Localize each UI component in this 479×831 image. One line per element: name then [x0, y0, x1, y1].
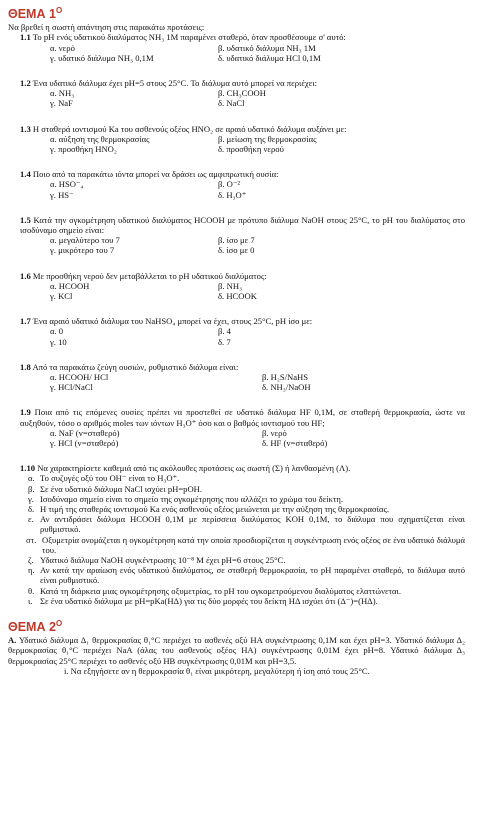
statement: ε. Αν αντιδράσει διάλυμα HCOOH 0,1M με περίσσεια διαλύματος KOH 0,1M, το διάλυμα που σχηματίζεται είναι ρυθμιστικό. — [28, 514, 465, 535]
options: α. NaF (v=σταθερό) β. νερό γ. HCl (v=σταθερό) δ. HF (v=σταθερό) — [50, 427, 328, 449]
options: α. νερό β. υδατικό διάλυμα NH₃ 1M γ. υδατικό διάλυμα NH₃ 0,1M δ. υδατικό διάλυμα HCl 0,1M — [50, 42, 321, 63]
question-1-2: 1.2 Ένα υδατικό διάλυμα έχει pH=5 στους 25°C. Το διάλυμα αυτό μπορεί να περιέχει: α. NH₃ β. CH₃COOH γ. NaF δ. NaCl — [20, 78, 465, 109]
statement: η. Αν κατά την αραίωση ενός υδατικού διαλύματος, σε σταθερή θερμοκρασία, το pH παραμένει σταθερό, το διάλυμα αυτό είναι ρυθμιστικό. — [28, 565, 465, 586]
statement: γ. Ισοδύναμο σημείο είναι το σημείο της ογκομέτρησης που αλλάζει το χρώμα του δείκτη. — [28, 493, 344, 504]
statement: α. Το συζυγές οξύ του OH⁻ είναι το H₃O⁺. — [28, 473, 180, 484]
question-1-9: 1.9 Ποια από τις επόμενες ουσίες πρέπει να προστεθεί σε υδατικό διάλυμα HF 0,1M, σε σταθερή θερμοκρασία, ώστε να αυξηθούν, τόσο ο αριθμός moles των ιόντων H₃O⁺ όσο και ο βαθμός ιοντισμού του HF; α. NaF (v=σταθερό) β. νερό γ. HCl (v=σταθερό) δ. HF (v=σταθερό) — [20, 407, 466, 449]
statement: β. Σε ένα υδατικό διάλυμα NaCl ισχύει pH=pOH. — [28, 483, 203, 494]
statement: δ. Η τιμή της σταθεράς ιοντισμού Ka ενός ασθενούς οξέος μειώνεται με την αύξηση της θερμοκρασίας. — [28, 504, 390, 515]
statement: ι. Σε ένα υδατικό διάλυμα με pH=pKa(HΔ) για τις δύο μορφές του δείκτη HΔ ισχύει ότι (Δ⁻)=(HΔ). — [28, 595, 378, 606]
options: α. HCOOH β. NH₃ γ. KCl δ. HCOOK — [50, 280, 257, 302]
statement: ζ. Υδατικό διάλυμα NaOH συγκέντρωσης 10⁻⁸ M έχει pH=6 στους 25°C. — [28, 555, 286, 566]
part-a-question-i: i. Να εξηγήσετε αν η θερμοκρασία θ₁ είναι μικρότερη, μεγαλύτερη ή ίση από τους 25°C. — [64, 665, 370, 676]
options: α. HCOOH/ HCl β. H₂S/NaHS γ. HCl/NaCl δ. NH₃/NaOH — [50, 372, 311, 393]
statement: στ. Οξυμετρία ονομάζεται η ογκομέτρηση κατά την οποία προσδιορίζεται η συγκέντρωση ενός οξέος σε ένα υδατικό διάλυμά του. — [26, 534, 465, 555]
theme-2-heading: ΘΕΜΑ $2^O$ — [8, 619, 63, 635]
question-1-3: 1.3 Η σταθερά ιοντισμού Ka του ασθενούς οξέος HNO₂ σε αραιό υδατικό διάλυμα αυξάνει με: α. αύξηση της θερμοκρασίας β. μείωση της θερμοκρασίας γ. προσθήκη HNO₂ δ. προσθήκη νερού — [20, 124, 465, 155]
question-1-6: 1.6 Με προσθήκη νερού δεν μεταβάλλεται το pH υδατικού διαλύματος: α. HCOOH β. NH₃ γ. KCl δ. HCOOK — [20, 271, 465, 302]
question-1-8: 1.8 Από τα παρακάτω ζεύγη ουσιών, ρυθμιστικό διάλυμα είναι: α. HCOOH/ HCl β. H₂S/NaHS γ. HCl/NaCl δ. NH₃/NaOH — [20, 362, 465, 393]
instructions: Να βρεθεί η σωστή απάντηση στις παρακάτω προτάσεις: — [8, 22, 205, 33]
part-a: Α. Υδατικό διάλυμα Δ₁ θερμοκρασίας θ₁°C περιέχει το ασθενές οξύ HA συγκέντρωσης 0,1M και έχει pH=3. Υδατικό διάλυμα Δ₂ θερμοκρασίας θ₁°C περιέχει NaA (άλας του ασθενούς οξέος HA) συγκέντρωσης 0,01M έχει pH=8. Υδατικό διάλυμα Δ₃ θερμοκρασίας 25°C περιέχει το ασθενές οξύ HB συγκέντρωσης 0,01M και pH=3,5. — [8, 635, 465, 666]
options: α. αύξηση της θερμοκρασίας β. μείωση της θερμοκρασίας γ. προσθήκη HNO₂ δ. προσθήκη νερού — [50, 133, 317, 154]
question-1-5: 1.5 Κατά την ογκομέτρηση υδατικού διαλύματος HCOOH με πρότυπο διάλυμα NaOH στους 25°C, το pH του διαλύματος στο ισοδύναμο σημείο είναι: α. μεγαλύτερο του 7 β. ίσο με 7 γ. μικρότερο του 7 δ. ίσο με 0 — [20, 214, 465, 256]
question-1-7: 1.7 Ένα αραιό υδατικό διάλυμα του NaHSO₄ μπορεί να έχει, στους 25°C, pH ίσο με: α. 0 β. 4 γ. 10 δ. 7 — [20, 316, 465, 347]
options: α. 0 β. 4 γ. 10 δ. 7 — [50, 326, 231, 347]
question-1-4: 1.4 Ποιο από τα παρακάτω ιόντα μπορεί να δράσει ως αμφιπρωτική ουσία: α. HSO⁻₄ β. O⁻² γ. HS⁻ δ. H₃O⁺ — [20, 169, 465, 200]
options: α. μεγαλύτερο του 7 β. ίσο με 7 γ. μικρότερο του 7 δ. ίσο με 0 — [50, 235, 255, 256]
options: α. HSO⁻₄ β. O⁻² γ. HS⁻ δ. H₃O⁺ — [50, 179, 247, 200]
theme-1-heading: ΘΕΜΑ $1^O$ — [8, 6, 63, 22]
options: α. NH₃ β. CH₃COOH γ. NaF δ. NaCl — [50, 88, 266, 109]
true-false-statements — [20, 473, 465, 606]
question-1-10: 1.10 Να χαρακτηρίσετε καθεμιά από τις ακόλουθες προτάσεις ως σωστή (Σ) ή λανθασμένη (Λ). α. Το συζυγές οξύ του OH⁻ είναι το H₃O⁺. β. Σε ένα υδατικό διάλυμα NaCl ισχύει pH=pOH. γ. Ισοδύναμο σημείο είναι το σημείο της ογκομέτρησης που αλλάζει το χρώμα του δείκτη. δ. Η τιμή της σταθεράς ιοντισμού Ka ενός ασθενούς οξέος μειώνεται με την αύξηση της θερμοκρασίας. ε. Αν αντιδράσει διάλυμα HCOOH 0,1M με περίσσεια διαλύματος KOH 0,1M, το διάλυμα που σχηματίζεται είναι ρυθμιστικό. στ. Οξυμετρία ονομάζεται η ογκομέτρηση κατά την οποία προσδιορίζεται η συγκέντρωση ενός οξέος σε ένα υδατικό διάλυμά του. ζ. Υδατικό διάλυμα NaOH συγκέντρωσης 10⁻⁸ M έχει pH=6 στους 25°C. η. Αν κατά την αραίωση ενός υδατικού διαλύματος, σε σταθερή θερμοκρασία, το pH παραμένει σταθερό, το διάλυμα αυτό είναι ρυθμιστικό. θ. Κατά τη διάρκεια μιας ογκομέτρησης οξυμετρίας, το pH του ογκομετρούμενου διαλύματος ελαττώνεται. ι. Σε ένα υδατικό διάλυμα με pH=pKa(HΔ) για τις δύο μορφές του δείκτη HΔ ισχύει ότι (Δ⁻)=(HΔ). — [20, 463, 465, 606]
question-1-1: 1.1 Το pH ενός υδατικού διαλύματος NH₃ 1M παραμένει σταθερό, όταν προσθέσουμε σ' αυτό: α. νερό β. υδατικό διάλυμα NH₃ 1M γ. υδατικό διάλυμα NH₃ 0,1M δ. υδατικό διάλυμα HCl 0,1M — [20, 32, 465, 63]
statement: θ. Κατά τη διάρκεια μιας ογκομέτρησης οξυμετρίας, το pH του ογκομετρούμενου διαλύματος ελαττώνεται. — [28, 585, 401, 596]
